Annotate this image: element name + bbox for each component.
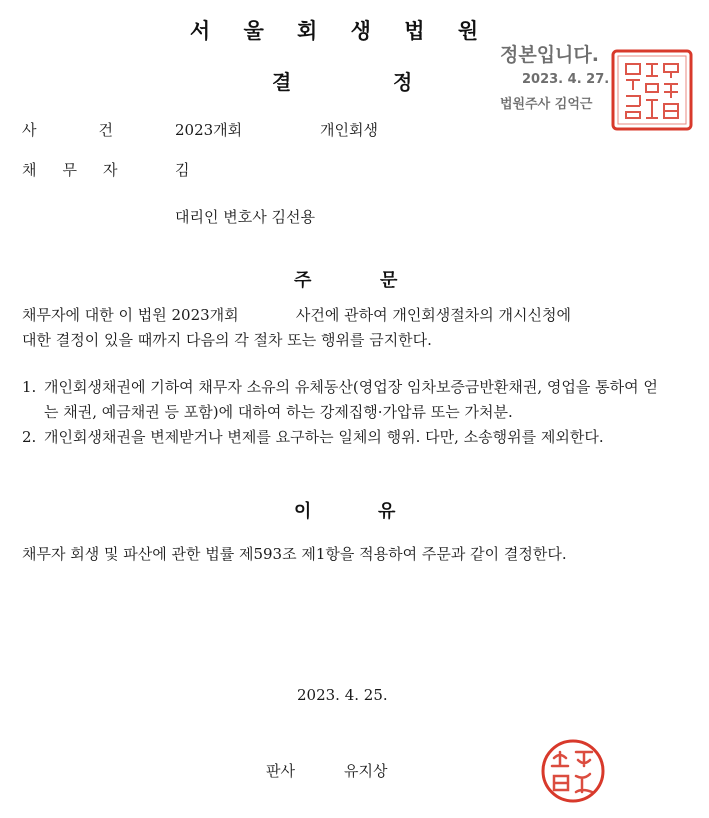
order-intro-line-1: 채무자에 대한 이 법원 2023개회 사건에 관하여 개인회생절차의 개시신청에 <box>22 306 571 324</box>
order-item-2-text: 개인회생채권을 변제받거나 변제를 요구하는 일체의 행위. 다만, 소송행위를 제외한다. <box>44 428 604 446</box>
debtor-label: 채 무 자 <box>22 161 118 179</box>
order-item-1-text: 개인회생채권에 기하여 채무자 소유의 유체동산(영업장 임차보증금반환채권, 영업을 통하여 얻는 채권, 예금채권 등 포함)에 대하여 하는 강제집행·가압류 또는 가처분. <box>44 378 658 421</box>
certified-date: 2023. 4. 27. <box>522 72 610 87</box>
order-intro-line-2: 대한 결정이 있을 때까지 다음의 각 절차 또는 행위를 금지한다. <box>22 331 432 349</box>
decision-date: 2023. 4. 25. <box>297 686 388 704</box>
order-item-1 <box>22 375 672 425</box>
certified-label: 정본입니다. <box>500 44 599 66</box>
order-heading-2: 문 <box>380 270 398 291</box>
certified-officer: 법원주사 김억근 <box>500 97 593 112</box>
order-item-2 <box>22 425 672 450</box>
judge-seal <box>538 736 608 806</box>
doc-type-char-2: 정 <box>393 70 413 94</box>
reason-heading-2: 유 <box>378 501 396 522</box>
debtor-name: 김 <box>175 161 190 179</box>
order-heading-1: 주 <box>294 270 312 291</box>
judge-title: 판사 <box>266 762 295 780</box>
order-item-1-number: 1. <box>22 378 37 396</box>
reason-text: 채무자 회생 및 파산에 관한 법률 제593조 제1항을 적용하여 주문과 같이 결정한다. <box>22 545 567 563</box>
doc-type-char-1: 결 <box>272 70 292 94</box>
order-items-list <box>22 375 672 450</box>
court-name: 서 울 회 생 법 원 <box>189 19 492 43</box>
case-number: 2023개회 <box>175 121 243 139</box>
reason-heading-1: 이 <box>294 501 312 522</box>
order-item-2-number: 2. <box>22 428 37 446</box>
court-seal <box>610 48 694 132</box>
case-label: 사 건 <box>22 121 113 139</box>
case-type: 개인회생 <box>320 121 378 139</box>
debtor-agent: 대리인 변호사 김선용 <box>175 208 315 226</box>
judge-name: 유지상 <box>344 762 388 780</box>
